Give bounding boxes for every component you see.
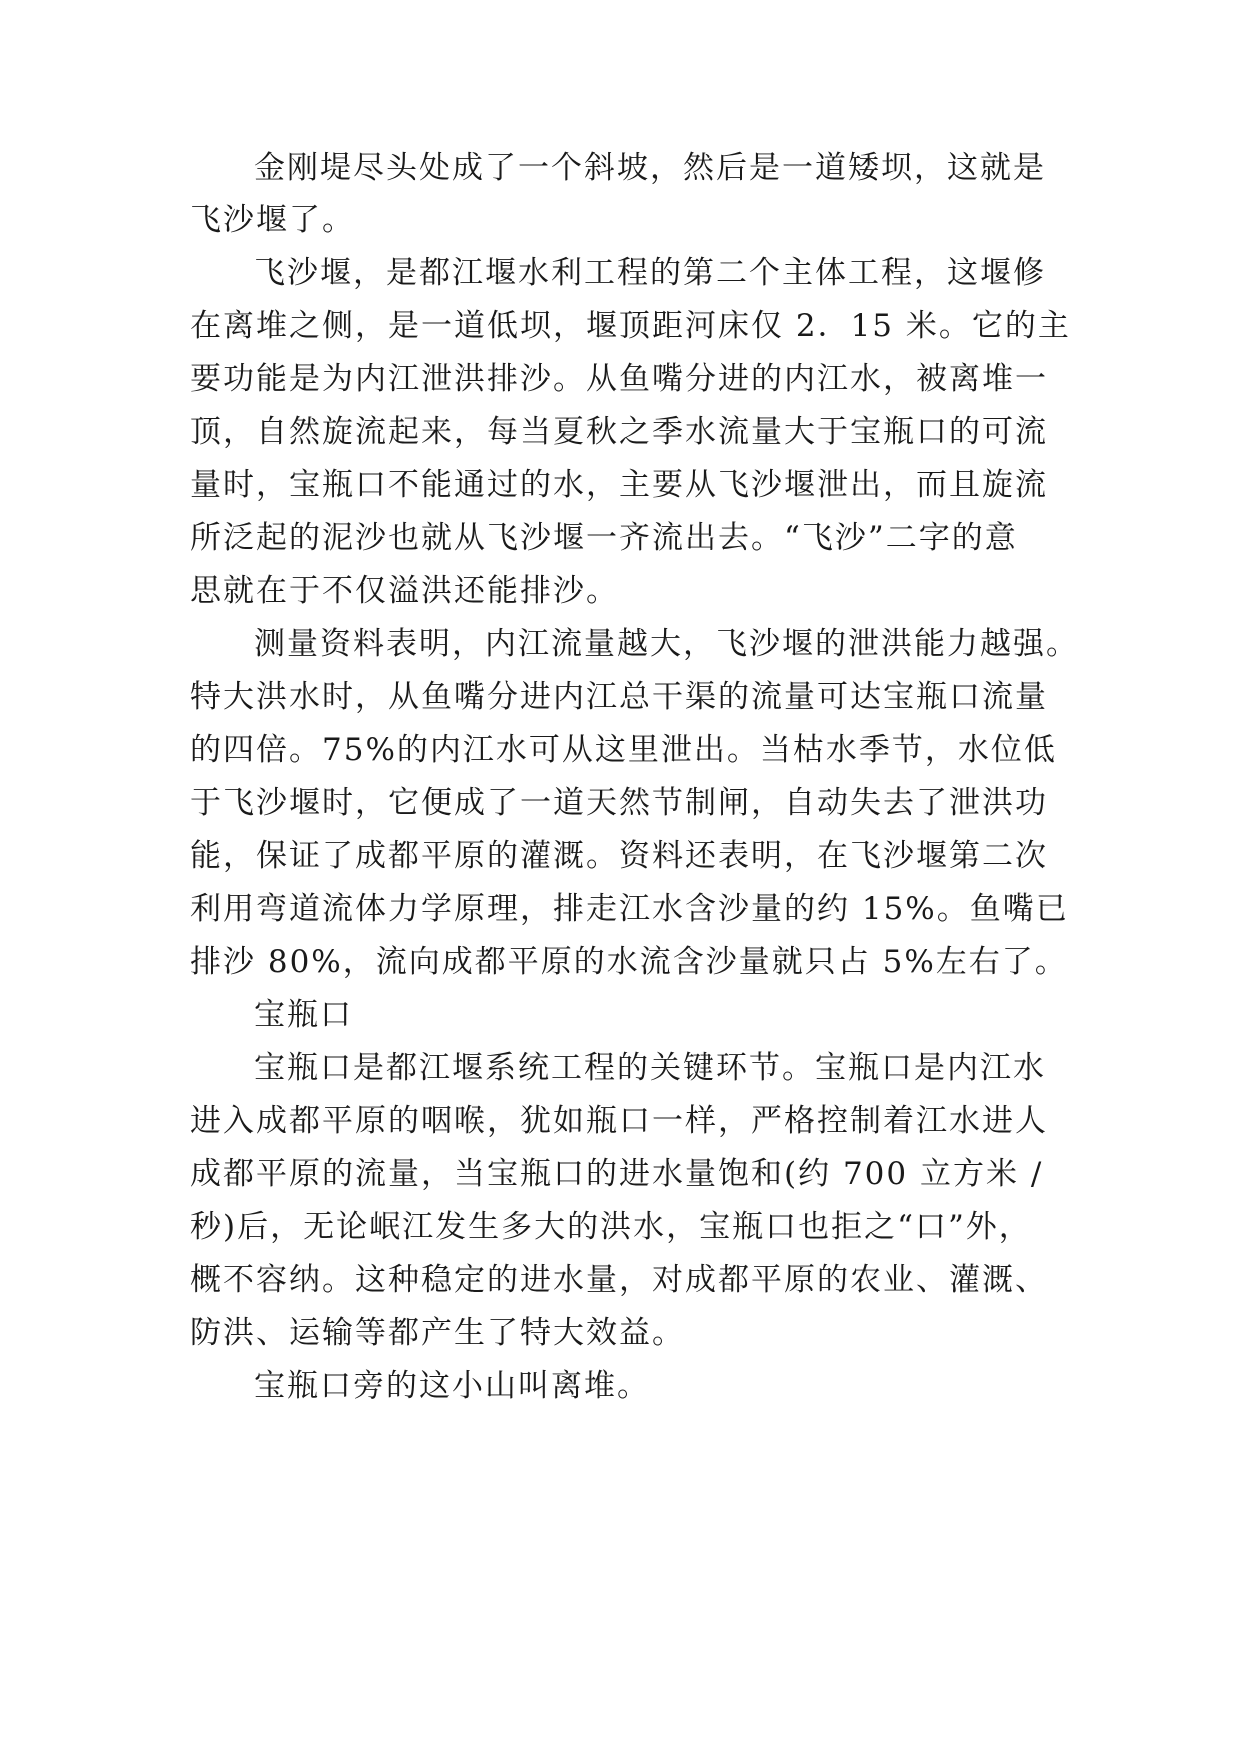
paragraph-3-line-2: 特大洪水时，从鱼嘴分进内江总干渠的流量可达宝瓶口流量 (190, 679, 1048, 715)
paragraph-4-line-6: 防洪、运输等都产生了特大效益。 (190, 1315, 685, 1351)
paragraph-4-line-3: 成都平原的流量，当宝瓶口的进水量饱和(约 700 立方米 / (190, 1156, 1044, 1192)
section-heading: 宝瓶口 (254, 997, 353, 1033)
paragraph-3-line-6: 利用弯道流体力学原理，排走江水含沙量的约 15%。鱼嘴已 (190, 891, 1069, 927)
paragraph-2-line-7: 思就在于不仅溢洪还能排沙。 (190, 573, 619, 609)
paragraph-1-line-1: 金刚堤尽头处成了一个斜坡，然后是一道矮坝，这就是 (254, 150, 1046, 186)
paragraph-2-line-3: 要功能是为内江泄洪排沙。从鱼嘴分进的内江水，被离堆一 (190, 361, 1048, 397)
paragraph-3-line-1: 测量资料表明，内江流量越大，飞沙堰的泄洪能力越强。 (254, 626, 1079, 662)
paragraph-4-line-4: 秒)后，无论岷江发生多大的洪水，宝瓶口也拒之“口”外， (190, 1209, 1032, 1245)
paragraph-5-line-1: 宝瓶口旁的这小山叫离堆。 (254, 1368, 650, 1404)
paragraph-2-line-1: 飞沙堰，是都江堰水利工程的第二个主体工程，这堰修 (254, 255, 1046, 291)
paragraph-3-line-4: 于飞沙堰时，它便成了一道天然节制闸，自动失去了泄洪功 (190, 785, 1048, 821)
paragraph-2-line-2: 在离堆之侧，是一道低坝，堰顶距河床仅 2．15 米。它的主 (190, 308, 1071, 344)
paragraph-2-line-4: 顶，自然旋流起来，每当夏秋之季水流量大于宝瓶口的可流 (190, 414, 1048, 450)
paragraph-2-line-5: 量时，宝瓶口不能通过的水，主要从飞沙堰泄出，而且旋流 (190, 467, 1048, 503)
paragraph-2-line-6: 所泛起的泥沙也就从飞沙堰一齐流出去。“飞沙”二字的意 (190, 520, 1018, 556)
paragraph-3-line-5: 能，保证了成都平原的灌溉。资料还表明，在飞沙堰第二次 (190, 838, 1048, 874)
paragraph-4-line-5: 概不容纳。这种稳定的进水量，对成都平原的农业、灌溉、 (190, 1262, 1048, 1298)
paragraph-3-line-7: 排沙 80%，流向成都平原的水流含沙量就只占 5%左右了。 (190, 944, 1068, 980)
paragraph-1-line-2: 飞沙堰了。 (190, 202, 355, 238)
paragraph-4-line-1: 宝瓶口是都江堰系统工程的关键环节。宝瓶口是内江水 (254, 1050, 1046, 1086)
paragraph-4-line-2: 进入成都平原的咽喉，犹如瓶口一样，严格控制着江水进人 (190, 1103, 1048, 1139)
paragraph-3-line-3: 的四倍。75%的内江水可从这里泄出。当枯水季节，水位低 (190, 732, 1057, 768)
